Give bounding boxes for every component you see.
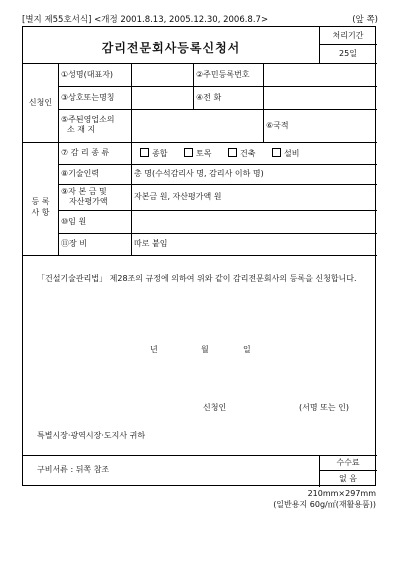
signature-hint: (서명 또는 인) xyxy=(299,403,349,412)
checkbox-icon[interactable] xyxy=(140,148,149,157)
capital-label-line2: 자산평가액 xyxy=(69,197,108,206)
page-side-label: (앞 쪽) xyxy=(352,15,378,25)
fee-value: 없 음 xyxy=(339,474,357,483)
resident-number-label: ②주민등록번호 xyxy=(196,70,250,79)
phone-label: ④전 화 xyxy=(196,93,222,102)
nationality-label: ⑥국적 xyxy=(266,121,289,130)
attachments-note: 구비서류 : 뒤쪽 참조 xyxy=(37,465,110,474)
applicant-sign-label: 신청인 xyxy=(203,403,227,412)
date-year: 년 xyxy=(150,345,158,354)
address-label-line1: ⑤주된영업소의 xyxy=(61,115,115,124)
paper-size: 210mm×297mm xyxy=(307,489,376,498)
business-name-label: ③상호또는명칭 xyxy=(61,93,115,102)
recipient: 특별시장·광역시장·도지사 귀하 xyxy=(37,431,146,440)
supervision-option-4[interactable]: 설비 xyxy=(272,148,299,159)
date-month: 월 xyxy=(201,345,209,354)
form-header xyxy=(22,13,378,25)
checkbox-icon[interactable] xyxy=(228,148,237,157)
name-label: ①성명(대표자) xyxy=(61,70,114,79)
application-form xyxy=(22,26,376,486)
supervision-type-label: ⑦ 감 리 종 류 xyxy=(61,148,110,157)
equipment-label: ⑪장 비 xyxy=(61,239,87,248)
application-statement: 「건설기술관리법」 제28조의 규정에 의하여 위와 같이 감리전문회사의 등록을 신청합니다. xyxy=(37,274,357,283)
capital-value: 자본금 원, 자산평가액 원 xyxy=(134,192,222,201)
equipment-value: 따로 붙임 xyxy=(134,239,168,248)
address-label-line2: 소 재 지 xyxy=(67,125,96,134)
checkbox-icon[interactable] xyxy=(272,148,281,157)
supervision-option-3[interactable]: 건축 xyxy=(228,148,255,159)
officers-label: ⑩임 원 xyxy=(61,217,87,226)
form-title: 감리전문회사등록신청서 xyxy=(101,41,241,55)
checkbox-icon[interactable] xyxy=(184,148,193,157)
technicians-label: ⑧기술인력 xyxy=(61,169,100,178)
processing-period-label: 처리기간 xyxy=(332,31,364,40)
capital-label-line1: ⑨자 본 금 및 xyxy=(61,187,107,196)
paper-spec: (일반용지 60g/㎡(재활용품)) xyxy=(273,500,376,509)
technicians-value: 총 명(수석감리사 명, 감리사 이하 명) xyxy=(134,169,264,178)
registration-label-line2: 사 항 xyxy=(31,208,50,217)
date-day: 일 xyxy=(243,345,251,354)
form-number-label: [별지 제55호서식] <개정 2001.8.13, 2005.12.30, 2006.8.7> xyxy=(22,15,269,25)
registration-label-line1: 등 록 xyxy=(31,197,50,206)
supervision-option-1[interactable]: 종합 xyxy=(140,148,167,159)
applicant-section-label: 신청인 xyxy=(28,98,53,107)
fee-label: 수수료 xyxy=(336,458,360,467)
supervision-option-2[interactable]: 토목 xyxy=(184,148,211,159)
processing-period-value: 25일 xyxy=(339,49,357,58)
